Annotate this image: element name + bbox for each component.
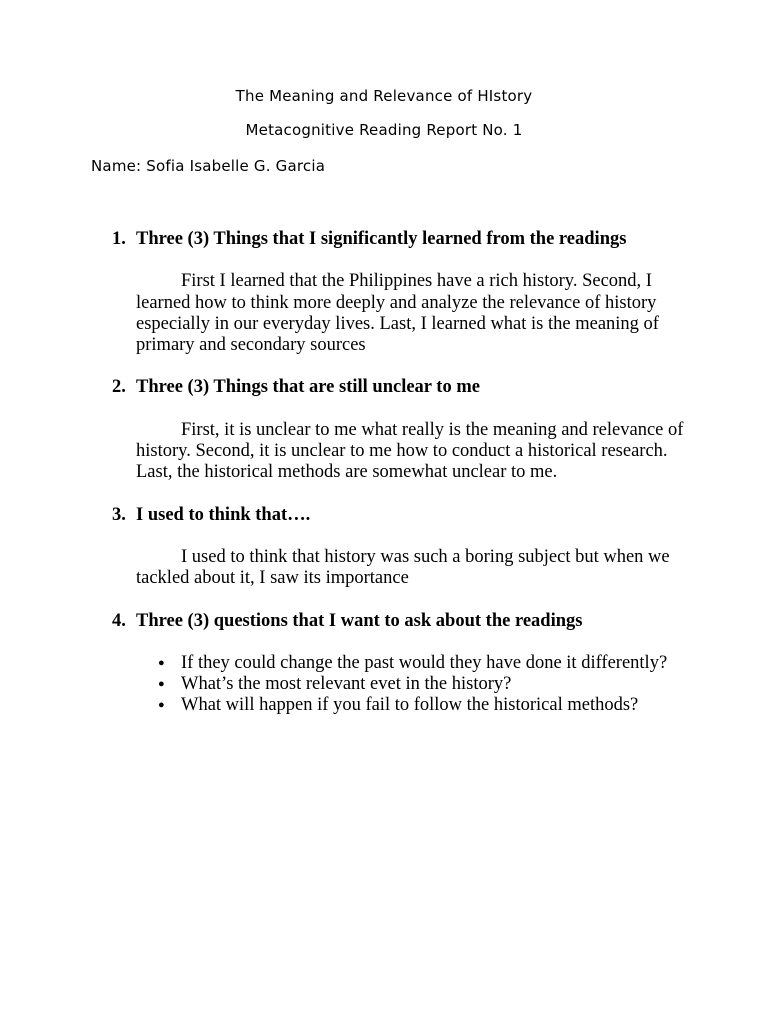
section-number: 3.	[112, 504, 126, 525]
bullet-icon: ●	[158, 678, 165, 691]
section-heading	[112, 505, 702, 526]
question-text: What’s the most relevant evet in the history?	[181, 674, 512, 695]
section-title: Three (3) Things that are still unclear to me	[136, 377, 480, 398]
questions-list	[136, 653, 702, 717]
section-learned	[112, 229, 702, 356]
list-item	[136, 674, 702, 695]
question-text: If they could change the past would they have done it differently?	[181, 652, 668, 673]
bullet-icon: ●	[158, 699, 165, 712]
list-item	[136, 653, 702, 674]
section-paragraph: I used to think that history was such a boring subject but when we tackled about it, I saw its importance	[136, 546, 670, 589]
section-unclear	[112, 377, 702, 483]
document-title: The Meaning and Relevance of HIstory	[235, 87, 533, 105]
document-subtitle: Metacognitive Reading Report No. 1	[245, 121, 523, 139]
student-name: Name: Sofia Isabelle G. Garcia	[91, 157, 326, 175]
section-used-to-think	[112, 505, 702, 590]
section-title: Three (3) questions that I want to ask about the readings	[136, 610, 583, 631]
section-number: 4.	[112, 610, 126, 631]
section-title: Three (3) Things that I significantly learned from the readings	[136, 229, 627, 249]
section-paragraph: First I learned that the Philippines have a rich history. Second, I learned how to think more deeply and analyze the relevance of history especially in our everyday lives. Last, I learned what is the meaning of primary and secondary sources	[136, 271, 659, 356]
section-number: 1.	[112, 229, 126, 249]
report-body	[112, 229, 702, 738]
section-heading	[112, 229, 702, 250]
section-title: I used to think that….	[136, 504, 311, 525]
question-text: What will happen if you fail to follow the historical methods?	[181, 695, 639, 716]
section-heading	[112, 377, 702, 398]
section-number: 2.	[112, 377, 126, 398]
section-heading	[112, 611, 702, 632]
list-item	[136, 695, 702, 716]
section-paragraph: First, it is unclear to me what really is the meaning and relevance of history. Second, it is unclear to me how to conduct a historical research. Last, the historical methods are somewhat unclear to me.	[136, 419, 684, 483]
section-questions	[112, 611, 702, 717]
bullet-icon: ●	[158, 656, 165, 669]
